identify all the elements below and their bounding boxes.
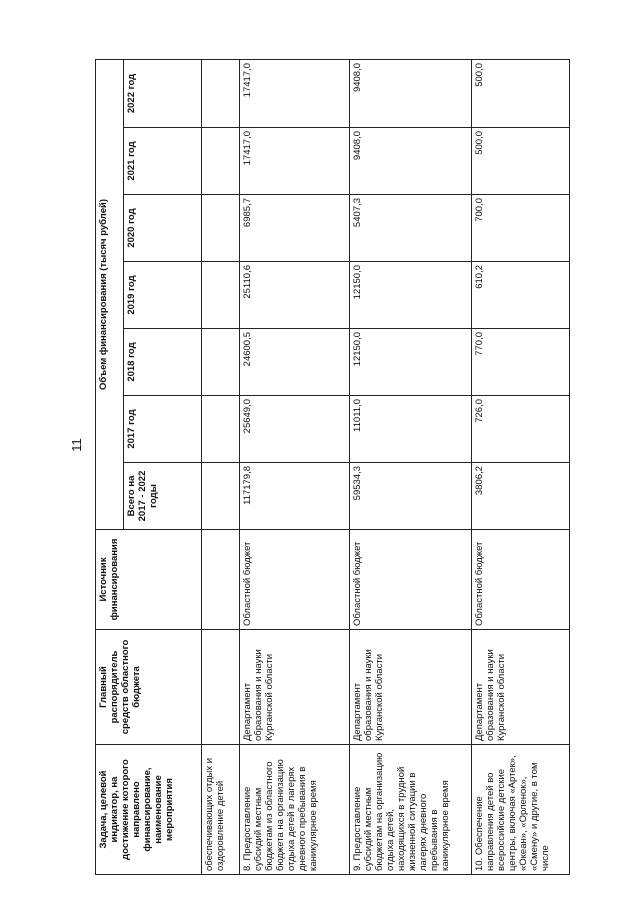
row-value-2017: [202, 396, 240, 463]
row-task: 9. Предоставление субсидий местным бюджетам на организацию отдыха детей, находящихся в трудной жизненной ситуации в лагерях дневного пребывания в каникулярное время: [350, 745, 472, 875]
row-value-2019: 25110,6: [240, 262, 350, 329]
row-value-2022: 500,0: [472, 59, 570, 127]
header-year-2019: 2019 год: [124, 262, 202, 329]
row-total: 59534,3: [350, 463, 472, 530]
table-row: [350, 59, 472, 874]
table-row: [240, 59, 350, 874]
row-value-2020: 5407,3: [350, 195, 472, 262]
header-year-2021: 2021 год: [124, 128, 202, 195]
row-manager: Департамент образования и науки Курганской области: [472, 630, 570, 745]
row-value-2019: 12150,0: [350, 262, 472, 329]
header-manager: Главный распорядитель средств областного бюджета: [96, 630, 202, 745]
row-value-2021: 17417,0: [240, 128, 350, 195]
rotated-page: [95, 60, 580, 875]
row-manager: Департамент образования и науки Курганской области: [350, 630, 472, 745]
row-value-2018: 770,0: [472, 329, 570, 396]
row-value-2022: 17417,0: [240, 59, 350, 127]
row-value-2020: 6985,7: [240, 195, 350, 262]
row-value-2018: [202, 329, 240, 396]
header-year-2022: 2022 год: [124, 59, 202, 127]
header-year-2020: 2020 год: [124, 195, 202, 262]
row-source: Областной бюджет: [472, 530, 570, 630]
row-task: 10. Обеспечение направления детей во всероссийские детские центры, включая «Артек», «Океан», «Орленок», «Смену» и другие, в том числе: [472, 745, 570, 875]
row-task: 8. Предоставление субсидий местным бюджетам из областного бюджета на организацию отдыха детей в лагерях дневного пребывания в каникулярное время: [240, 745, 350, 875]
row-value-2022: 9408,0: [350, 59, 472, 127]
row-value-2018: 24600,5: [240, 329, 350, 396]
header-row-1: [96, 59, 124, 874]
table-row: [202, 59, 240, 874]
header-year-2018: 2018 год: [124, 329, 202, 396]
row-total: 117179,8: [240, 463, 350, 530]
row-source: Областной бюджет: [350, 530, 472, 630]
row-value-2022: [202, 59, 240, 127]
row-value-2020: 700,0: [472, 195, 570, 262]
row-value-2021: 500,0: [472, 128, 570, 195]
header-total: Всего на 2017 - 2022 годы: [124, 463, 202, 530]
row-manager: Департамент образования и науки Курганской области: [240, 630, 350, 745]
row-total: 3806,2: [472, 463, 570, 530]
header-source: Источник финансирования: [96, 530, 202, 630]
table-row: [472, 59, 570, 874]
row-source: Областной бюджет: [240, 530, 350, 630]
row-value-2017: 25649,0: [240, 396, 350, 463]
header-volume: Объем финансирования (тысяч рублей): [96, 59, 124, 529]
row-task: обеспечивающих отдых и оздоровление детей: [202, 745, 240, 875]
row-value-2020: [202, 195, 240, 262]
row-value-2017: 726,0: [472, 396, 570, 463]
header-task: Задача, целевой индикатор, на достижение которого направлено финансирование, наименование мероприятия: [96, 745, 202, 875]
row-value-2021: 9408,0: [350, 128, 472, 195]
header-year-2017: 2017 год: [124, 396, 202, 463]
row-value-2019: [202, 262, 240, 329]
row-value-2021: [202, 128, 240, 195]
row-value-2017: 11011,0: [350, 396, 472, 463]
row-source: [202, 530, 240, 630]
row-manager: [202, 630, 240, 745]
page-number: 11: [68, 438, 84, 452]
row-value-2018: 12150,0: [350, 329, 472, 396]
row-total: [202, 463, 240, 530]
row-value-2019: 610,2: [472, 262, 570, 329]
financing-table: [95, 59, 570, 875]
